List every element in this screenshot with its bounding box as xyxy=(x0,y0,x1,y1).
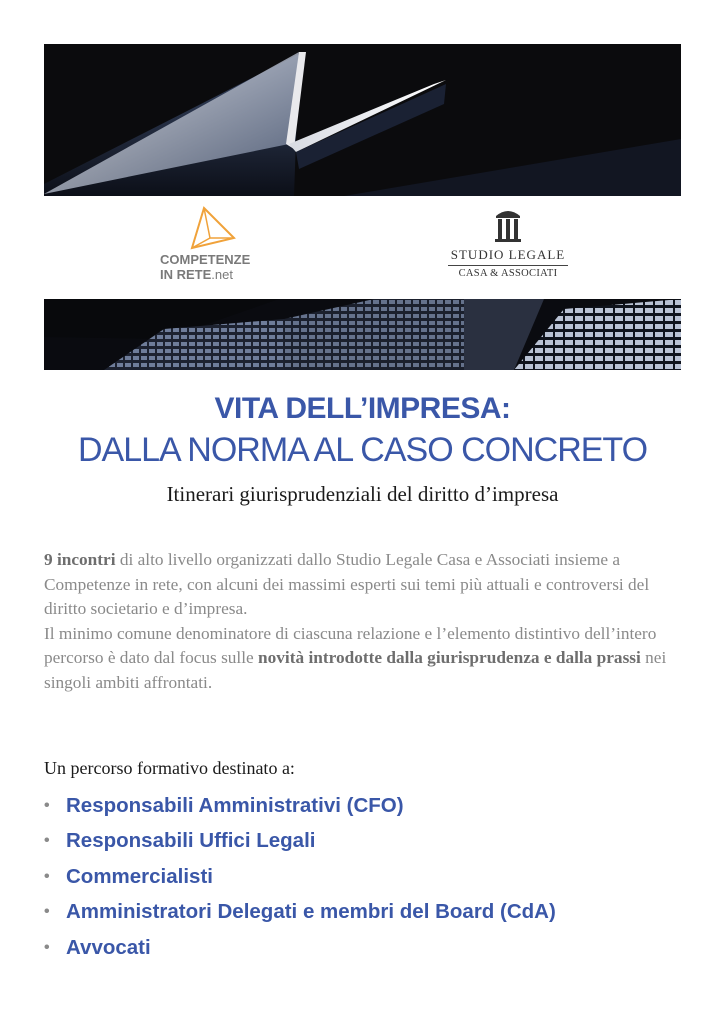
list-item xyxy=(44,788,556,824)
audience-intro: Un percorso formativo destinato a: xyxy=(44,758,295,778)
audience-item-label: Avvocati xyxy=(66,935,151,959)
paragraph-2-end: nei singoli ambiti affrontati. xyxy=(44,648,667,692)
logo-left-line2: IN RETE xyxy=(160,267,212,282)
top-banner-image xyxy=(44,44,681,196)
triangle-prism-icon xyxy=(190,206,238,252)
logo-right-line1: STUDIO LEGALE xyxy=(448,247,568,266)
logo-right-line2: CASA & ASSOCIATI xyxy=(458,268,558,279)
paragraph-2-bold: novità introdotte dalla giurisprudenza e dalla prassi xyxy=(258,648,641,667)
competenze-in-rete-logo xyxy=(160,206,280,282)
bullet-icon: • xyxy=(44,938,50,956)
title-line1: VITA DELL’IMPRESA: xyxy=(214,392,511,425)
list-item xyxy=(44,930,556,966)
bottom-banner-image xyxy=(44,299,681,370)
paragraph-2-start: Il minimo comune denominatore di ciascuna relazione e l’elemento distintivo dell’intero percorso è dato dal focus sulle xyxy=(44,623,657,667)
description-paragraph-1 xyxy=(44,548,684,622)
list-item xyxy=(44,824,556,860)
description-paragraph-2 xyxy=(44,622,684,696)
audience-list xyxy=(44,788,556,966)
bullet-icon: • xyxy=(44,867,50,885)
audience-item-label: Responsabili Amministrativi (CFO) xyxy=(66,793,404,817)
list-item xyxy=(44,859,556,895)
paragraph-1-rest: di alto livello organizzati dallo Studio Legale Casa e Associati insieme a Competenze in rete, con alcuni dei massimi esperti sui temi più attuali e controversi del diritto societario e d’impresa. xyxy=(44,550,650,618)
list-item xyxy=(44,895,556,931)
bullet-icon: • xyxy=(44,796,50,814)
logo-left-suffix: .net xyxy=(211,267,233,282)
audience-item-label: Commercialisti xyxy=(66,864,213,888)
bullet-icon: • xyxy=(44,832,50,850)
studio-legale-logo xyxy=(448,206,568,279)
bullet-icon: • xyxy=(44,903,50,921)
columns-emblem-icon xyxy=(493,206,523,244)
audience-item-label: Amministratori Delegati e membri del Board (CdA) xyxy=(66,900,556,924)
logo-left-line1: COMPETENZE xyxy=(160,252,251,267)
subtitle: Itinerari giurisprudenziali del diritto d’impresa xyxy=(166,482,559,506)
incontri-count: 9 incontri xyxy=(44,550,116,569)
title-line2: DALLA NORMA AL CASO CONCRETO xyxy=(77,431,648,469)
audience-item-label: Responsabili Uffici Legali xyxy=(66,829,316,853)
description-text xyxy=(44,548,684,695)
